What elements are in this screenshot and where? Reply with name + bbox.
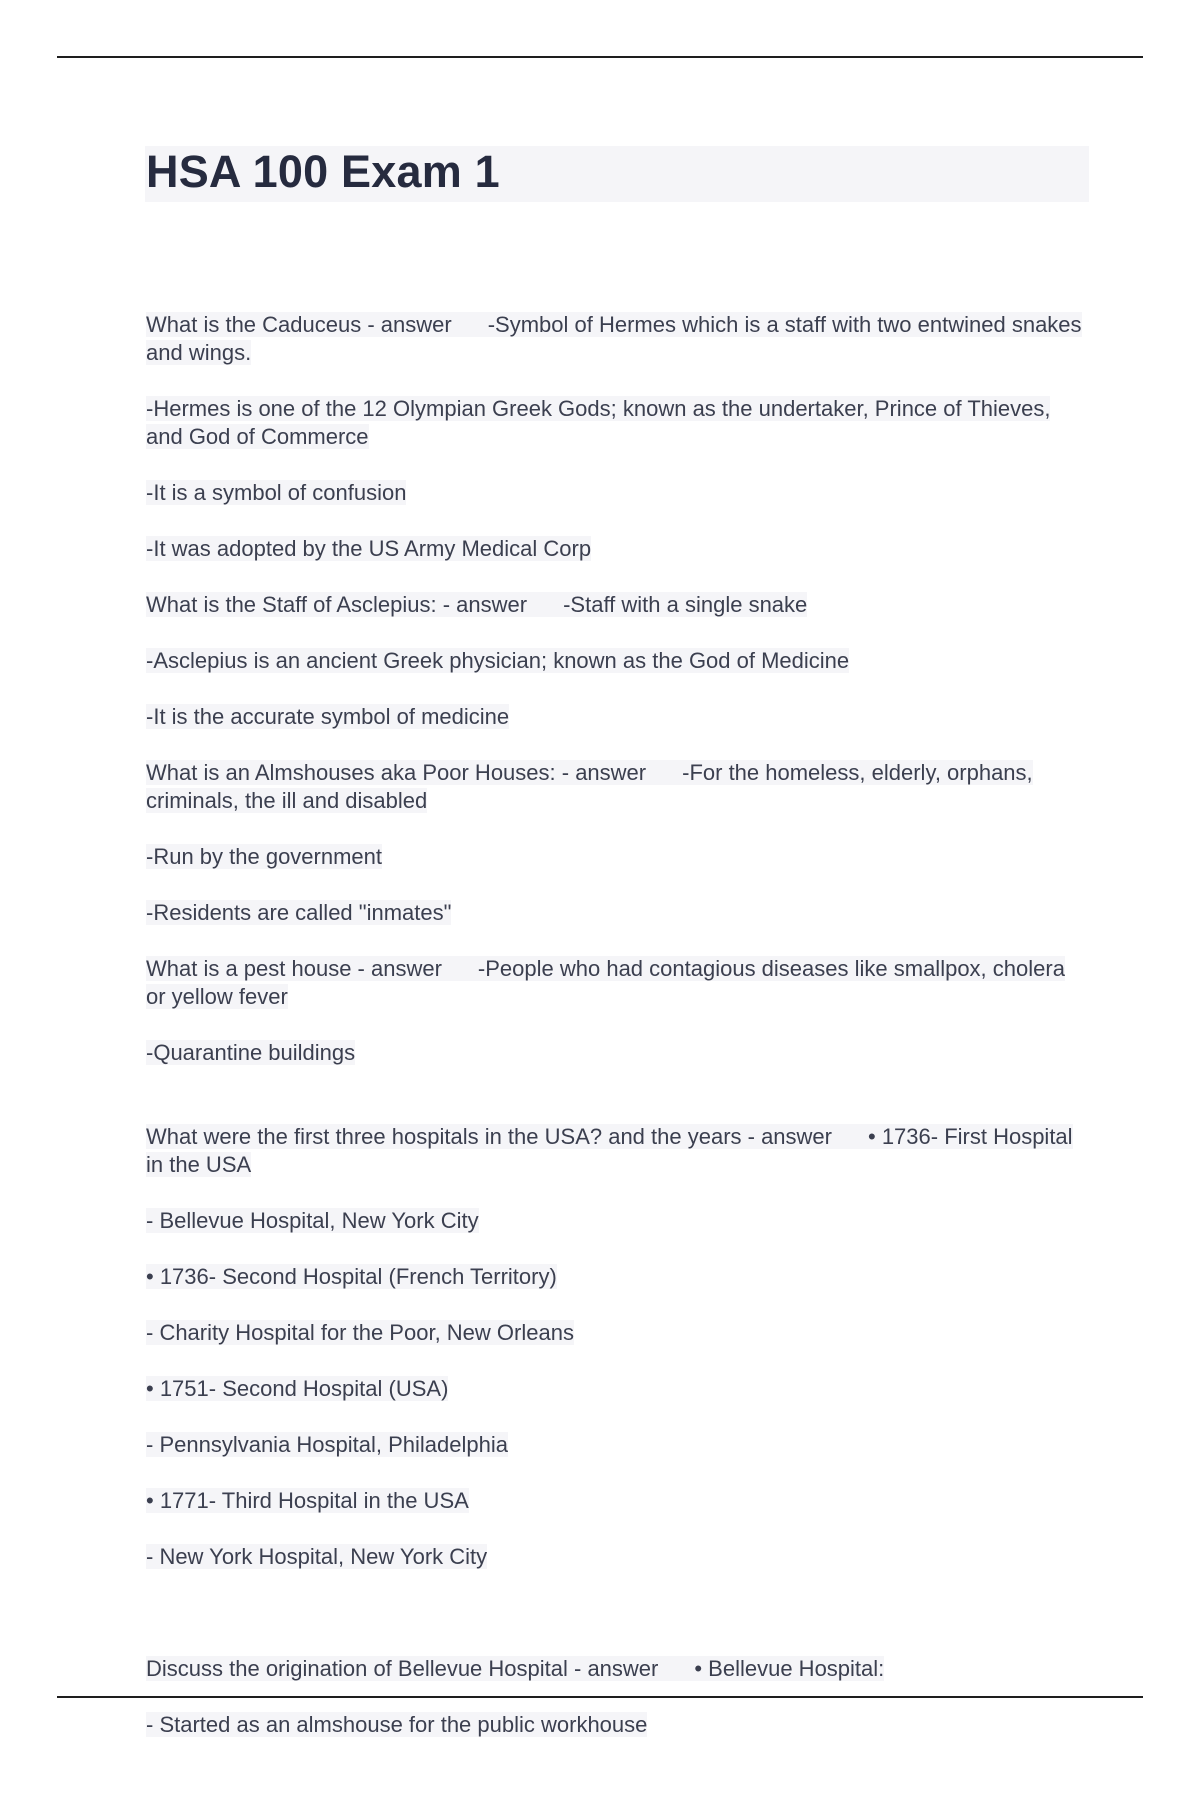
answer-text: -Symbol of Hermes which is a staff with two entwined snakes and wings. (146, 312, 1082, 365)
answer-text: -For the homeless, elderly, orphans, criminals, the ill and disabled (146, 760, 1033, 813)
paragraph: -Residents are called "inmates" (146, 900, 452, 925)
qa-almshouses (146, 759, 1086, 815)
list-item: - Pennsylvania Hospital, Philadelphia (146, 1432, 508, 1457)
answer-text: • 1736- First Hospital in the USA (146, 1124, 1073, 1177)
question-text: What is the Staff of Asclepius: - answer (146, 592, 528, 617)
list-item: • 1771- Third Hospital in the USA (146, 1488, 469, 1513)
answer-text: -People who had contagious diseases like smallpox, cholera or yellow fever (146, 956, 1065, 1009)
document-body (146, 311, 1086, 1795)
list-item: • 1736- Second Hospital (French Territory) (146, 1264, 557, 1289)
qa-first-hospitals (146, 1095, 1086, 1599)
list-item: • 1751- Second Hospital (USA) (146, 1376, 449, 1401)
list-item: - Started as an almshouse for the public workhouse (146, 1712, 648, 1737)
bottom-rule (57, 1696, 1143, 1698)
question-text: What is the Caduceus - answer (146, 312, 452, 337)
list-item: - Charity Hospital for the Poor, New Orleans (146, 1320, 574, 1345)
paragraph: -It was adopted by the US Army Medical Corp (146, 536, 592, 561)
qa-pest-house (146, 955, 1086, 1011)
qa-asclepius (146, 591, 1086, 619)
question-text: What is an Almshouses aka Poor Houses: - answer (146, 760, 647, 785)
top-rule (57, 56, 1143, 58)
question-text: What is a pest house - answer (146, 956, 442, 981)
paragraph: -It is a symbol of confusion (146, 480, 407, 505)
paragraph: -Run by the government (146, 844, 383, 869)
answer-text: • Bellevue Hospital: (694, 1656, 885, 1681)
paragraph: -It is the accurate symbol of medicine (146, 704, 510, 729)
paragraph: -Quarantine buildings (146, 1040, 356, 1065)
qa-caduceus (146, 311, 1086, 367)
question-text: Discuss the origination of Bellevue Hospital - answer (146, 1656, 659, 1681)
list-item: - Bellevue Hospital, New York City (146, 1208, 479, 1233)
list-item: - New York Hospital, New York City (146, 1544, 488, 1569)
paragraph: -Hermes is one of the 12 Olympian Greek Gods; known as the undertaker, Prince of Thieves, and God of Commerce (146, 396, 1051, 449)
question-text: What were the first three hospitals in the USA? and the years - answer (146, 1124, 832, 1149)
paragraph: -Asclepius is an ancient Greek physician; known as the God of Medicine (146, 648, 850, 673)
page-title: HSA 100 Exam 1 (146, 146, 500, 197)
answer-text: -Staff with a single snake (563, 592, 808, 617)
